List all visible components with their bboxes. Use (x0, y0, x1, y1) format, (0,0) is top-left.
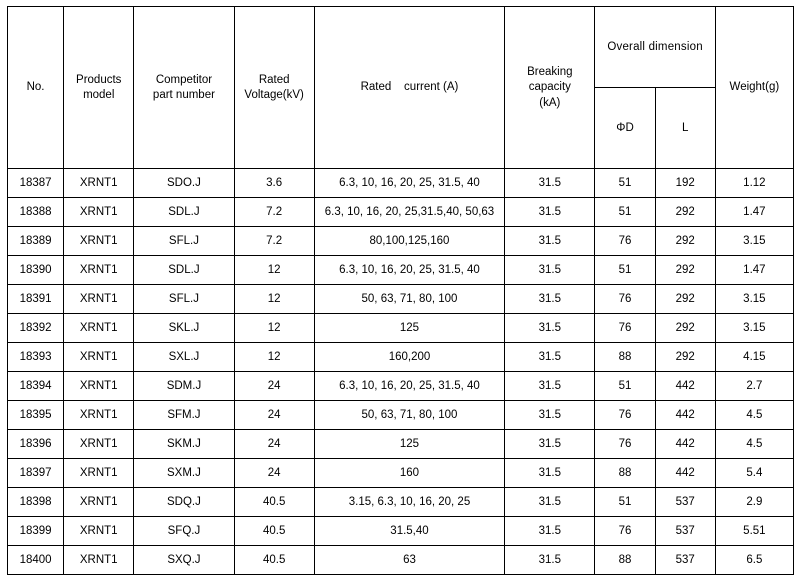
cell-breaking: 31.5 (505, 227, 595, 256)
column-header-overall-dimension: Overall dimension (595, 7, 715, 88)
cell-breaking: 31.5 (505, 256, 595, 285)
cell-part: SDL.J (134, 198, 234, 227)
column-header-phi-d: ΦD (595, 88, 655, 169)
table-row (8, 314, 794, 343)
cell-length: 292 (655, 256, 715, 285)
cell-current: 50, 63, 71, 80, 100 (314, 401, 504, 430)
cell-current: 6.3, 10, 16, 20, 25, 31.5, 40 (314, 372, 504, 401)
cell-part: SFQ.J (134, 517, 234, 546)
cell-breaking: 31.5 (505, 401, 595, 430)
table-row (8, 517, 794, 546)
cell-breaking: 31.5 (505, 372, 595, 401)
cell-phid: 51 (595, 169, 655, 198)
cell-no: 18391 (8, 285, 64, 314)
cell-model: XRNT1 (64, 227, 134, 256)
cell-length: 192 (655, 169, 715, 198)
cell-voltage: 40.5 (234, 546, 314, 575)
cell-model: XRNT1 (64, 546, 134, 575)
cell-part: SDM.J (134, 372, 234, 401)
cell-model: XRNT1 (64, 169, 134, 198)
cell-breaking: 31.5 (505, 517, 595, 546)
table-row (8, 256, 794, 285)
cell-current: 31.5,40 (314, 517, 504, 546)
cell-no: 18388 (8, 198, 64, 227)
cell-no: 18400 (8, 546, 64, 575)
cell-model: XRNT1 (64, 256, 134, 285)
cell-voltage: 12 (234, 256, 314, 285)
column-header-competitor-part-number: Competitor part number (134, 7, 234, 169)
cell-voltage: 12 (234, 343, 314, 372)
cell-length: 442 (655, 372, 715, 401)
cell-current: 6.3, 10, 16, 20, 25, 31.5, 40 (314, 256, 504, 285)
cell-no: 18395 (8, 401, 64, 430)
cell-current: 160 (314, 459, 504, 488)
cell-current: 125 (314, 430, 504, 459)
cell-weight: 3.15 (715, 314, 793, 343)
cell-phid: 76 (595, 227, 655, 256)
cell-breaking: 31.5 (505, 314, 595, 343)
cell-no: 18398 (8, 488, 64, 517)
cell-voltage: 24 (234, 459, 314, 488)
cell-no: 18397 (8, 459, 64, 488)
cell-model: XRNT1 (64, 430, 134, 459)
column-header-weight: Weight(g) (715, 7, 793, 169)
table-row (8, 198, 794, 227)
cell-model: XRNT1 (64, 488, 134, 517)
cell-length: 442 (655, 401, 715, 430)
cell-phid: 51 (595, 488, 655, 517)
table-row (8, 169, 794, 198)
cell-voltage: 40.5 (234, 517, 314, 546)
table-header (8, 7, 794, 169)
table-row (8, 546, 794, 575)
cell-weight: 5.4 (715, 459, 793, 488)
cell-no: 18389 (8, 227, 64, 256)
column-header-length: L (655, 88, 715, 169)
cell-no: 18393 (8, 343, 64, 372)
cell-length: 292 (655, 343, 715, 372)
cell-part: SXL.J (134, 343, 234, 372)
cell-part: SXM.J (134, 459, 234, 488)
cell-breaking: 31.5 (505, 430, 595, 459)
cell-phid: 51 (595, 198, 655, 227)
column-header-no: No. (8, 7, 64, 169)
cell-part: SDL.J (134, 256, 234, 285)
table-row (8, 227, 794, 256)
cell-current: 160,200 (314, 343, 504, 372)
cell-phid: 51 (595, 372, 655, 401)
cell-weight: 4.5 (715, 430, 793, 459)
cell-phid: 76 (595, 430, 655, 459)
cell-weight: 3.15 (715, 227, 793, 256)
cell-phid: 88 (595, 343, 655, 372)
cell-voltage: 24 (234, 430, 314, 459)
cell-model: XRNT1 (64, 372, 134, 401)
cell-part: SFL.J (134, 227, 234, 256)
cell-phid: 88 (595, 546, 655, 575)
cell-length: 442 (655, 459, 715, 488)
cell-voltage: 7.2 (234, 227, 314, 256)
cell-voltage: 12 (234, 285, 314, 314)
cell-voltage: 7.2 (234, 198, 314, 227)
cell-model: XRNT1 (64, 285, 134, 314)
cell-breaking: 31.5 (505, 459, 595, 488)
cell-breaking: 31.5 (505, 343, 595, 372)
cell-no: 18392 (8, 314, 64, 343)
cell-breaking: 31.5 (505, 169, 595, 198)
cell-length: 537 (655, 546, 715, 575)
cell-length: 292 (655, 285, 715, 314)
table-row (8, 488, 794, 517)
cell-model: XRNT1 (64, 343, 134, 372)
cell-phid: 76 (595, 401, 655, 430)
cell-model: XRNT1 (64, 314, 134, 343)
cell-current: 80,100,125,160 (314, 227, 504, 256)
table-row (8, 372, 794, 401)
cell-part: SKL.J (134, 314, 234, 343)
column-header-rated-voltage: Rated Voltage(kV) (234, 7, 314, 169)
cell-model: XRNT1 (64, 401, 134, 430)
cell-phid: 76 (595, 517, 655, 546)
cell-current: 6.3, 10, 16, 20, 25,31.5,40, 50,63 (314, 198, 504, 227)
cell-weight: 4.15 (715, 343, 793, 372)
cell-weight: 3.15 (715, 285, 793, 314)
column-header-breaking-capacity: Breaking capacity (kA) (505, 7, 595, 169)
cell-weight: 2.7 (715, 372, 793, 401)
cell-part: SXQ.J (134, 546, 234, 575)
cell-phid: 76 (595, 285, 655, 314)
cell-length: 292 (655, 227, 715, 256)
cell-length: 292 (655, 314, 715, 343)
cell-weight: 1.47 (715, 198, 793, 227)
cell-breaking: 31.5 (505, 546, 595, 575)
cell-length: 442 (655, 430, 715, 459)
table-body (8, 169, 794, 575)
fuse-specification-table (7, 6, 794, 575)
cell-part: SFM.J (134, 401, 234, 430)
cell-no: 18390 (8, 256, 64, 285)
header-row-main (8, 7, 794, 88)
cell-weight: 4.5 (715, 401, 793, 430)
cell-model: XRNT1 (64, 517, 134, 546)
cell-voltage: 3.6 (234, 169, 314, 198)
cell-model: XRNT1 (64, 198, 134, 227)
cell-part: SDO.J (134, 169, 234, 198)
cell-current: 6.3, 10, 16, 20, 25, 31.5, 40 (314, 169, 504, 198)
column-header-rated-current: Rated current (A) (314, 7, 504, 169)
cell-weight: 1.47 (715, 256, 793, 285)
cell-no: 18396 (8, 430, 64, 459)
cell-length: 537 (655, 517, 715, 546)
cell-part: SKM.J (134, 430, 234, 459)
cell-model: XRNT1 (64, 459, 134, 488)
cell-current: 125 (314, 314, 504, 343)
cell-length: 292 (655, 198, 715, 227)
cell-no: 18399 (8, 517, 64, 546)
cell-no: 18387 (8, 169, 64, 198)
cell-voltage: 24 (234, 401, 314, 430)
cell-voltage: 24 (234, 372, 314, 401)
cell-phid: 51 (595, 256, 655, 285)
cell-weight: 2.9 (715, 488, 793, 517)
table-row (8, 430, 794, 459)
cell-weight: 1.12 (715, 169, 793, 198)
cell-phid: 76 (595, 314, 655, 343)
table-row (8, 401, 794, 430)
cell-part: SFL.J (134, 285, 234, 314)
cell-breaking: 31.5 (505, 285, 595, 314)
cell-weight: 5.51 (715, 517, 793, 546)
cell-current: 63 (314, 546, 504, 575)
table-row (8, 459, 794, 488)
cell-current: 50, 63, 71, 80, 100 (314, 285, 504, 314)
cell-phid: 88 (595, 459, 655, 488)
cell-part: SDQ.J (134, 488, 234, 517)
cell-current: 3.15, 6.3, 10, 16, 20, 25 (314, 488, 504, 517)
column-header-products-model: Products model (64, 7, 134, 169)
cell-weight: 6.5 (715, 546, 793, 575)
cell-length: 537 (655, 488, 715, 517)
cell-voltage: 40.5 (234, 488, 314, 517)
cell-voltage: 12 (234, 314, 314, 343)
cell-breaking: 31.5 (505, 488, 595, 517)
table-row (8, 343, 794, 372)
table-row (8, 285, 794, 314)
cell-breaking: 31.5 (505, 198, 595, 227)
cell-no: 18394 (8, 372, 64, 401)
